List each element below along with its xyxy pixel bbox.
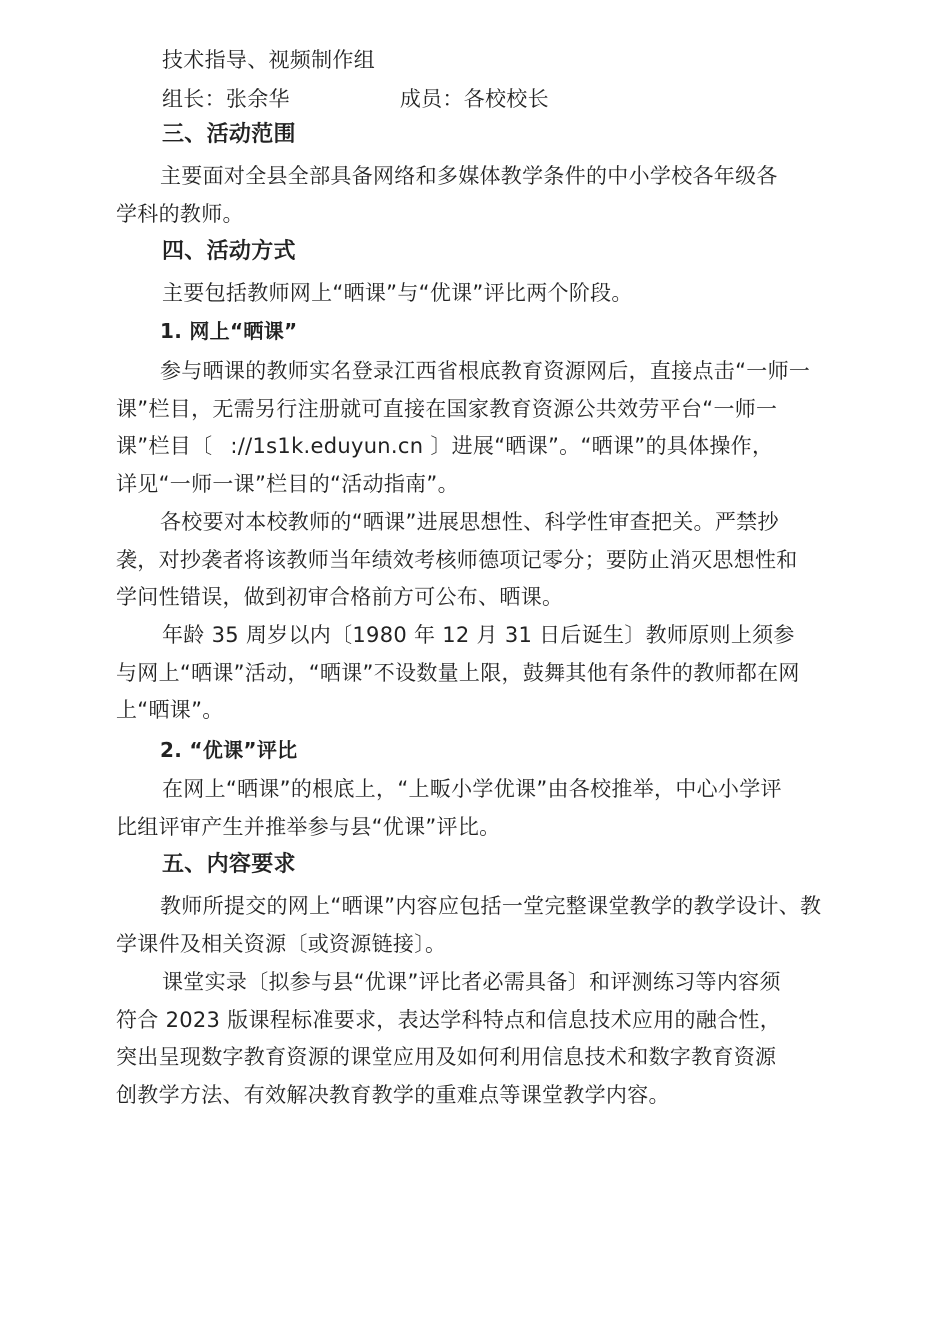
paragraph-line: 课”栏目，无需另行注册就可直接在国家教育资源公共效劳平台“一师一 xyxy=(116,397,778,421)
subsection-heading-2: 2. “优课”评比 xyxy=(160,738,298,762)
paragraph-line: 创教学方法、有效解决教育教学的重难点等课堂教学内容。 xyxy=(116,1083,670,1107)
paragraph-line: 教师所提交的网上“晒课”内容应包括一堂完整课堂教学的教学设计、教 xyxy=(160,894,822,918)
paragraph-line: 各校要对本校教师的“晒课”进展思想性、科学性审查把关。严禁抄 xyxy=(160,510,779,534)
paragraph-line: 比组评审产生并推举参与县“优课”评比。 xyxy=(116,815,501,839)
group-title: 技术指导、视频制作组 xyxy=(162,48,375,72)
paragraph-line: 主要面对全县全部具备网络和多媒体教学条件的中小学校各年级各 xyxy=(160,164,778,188)
paragraph-line: 学课件及相关资源〔或资源链接〕。 xyxy=(116,932,447,956)
paragraph-line: 学科的教师。 xyxy=(116,202,244,226)
paragraph-line: 袭，对抄袭者将该教师当年绩效考核师德项记零分；要防止消灭思想性和 xyxy=(116,548,798,572)
text-fragment: 课”栏目〔 xyxy=(116,434,213,458)
paragraph-line: 上“晒课”。 xyxy=(116,698,224,722)
paragraph-line: 与网上“晒课”活动，“晒课”不设数量上限，鼓舞其他有条件的教师都在网 xyxy=(116,661,800,685)
group-leader: 组长：张余华 xyxy=(162,87,290,111)
paragraph-line: 详见“一师一课”栏目的“活动指南”。 xyxy=(116,472,459,496)
group-members-line xyxy=(162,80,549,118)
paragraph-line: 符合 2023 版课程标准要求，表达学科特点和信息技术应用的融合性， xyxy=(116,1008,781,1032)
paragraph-line: 突出呈现数字教育资源的课堂应用及如何利用信息技术和数字教育资源 xyxy=(116,1045,777,1069)
paragraph-line: 年龄 35 周岁以内〔1980 年 12 月 31 日后诞生〕教师原则上须参 xyxy=(162,623,795,647)
paragraph-line: 学问性错误，做到初审合格前方可公布、晒课。 xyxy=(116,585,564,609)
section-heading-3: 三、活动范围 xyxy=(162,122,296,147)
paragraph-line: 参与晒课的教师实名登录江西省根底教育资源网后，直接点击“一师一 xyxy=(160,359,811,383)
group-members: 成员：各校校长 xyxy=(399,87,549,111)
paragraph-line xyxy=(116,427,773,465)
platform-link[interactable]: ://1s1k.eduyun.cn 〕进展“晒课”。“晒课”的具体操作， xyxy=(230,434,774,458)
section-heading-4: 四、活动方式 xyxy=(162,239,296,264)
paragraph-line: 课堂实录〔拟参与县“优课”评比者必需具备〕和评测练习等内容须 xyxy=(162,970,781,994)
subsection-heading-1: 1. 网上“晒课” xyxy=(160,319,298,343)
section-heading-5: 五、内容要求 xyxy=(162,852,296,877)
paragraph-line: 主要包括教师网上“晒课”与“优课”评比两个阶段。 xyxy=(162,281,633,305)
paragraph-line: 在网上“晒课”的根底上，“上畈小学优课”由各校推举，中心小学评 xyxy=(162,777,782,801)
